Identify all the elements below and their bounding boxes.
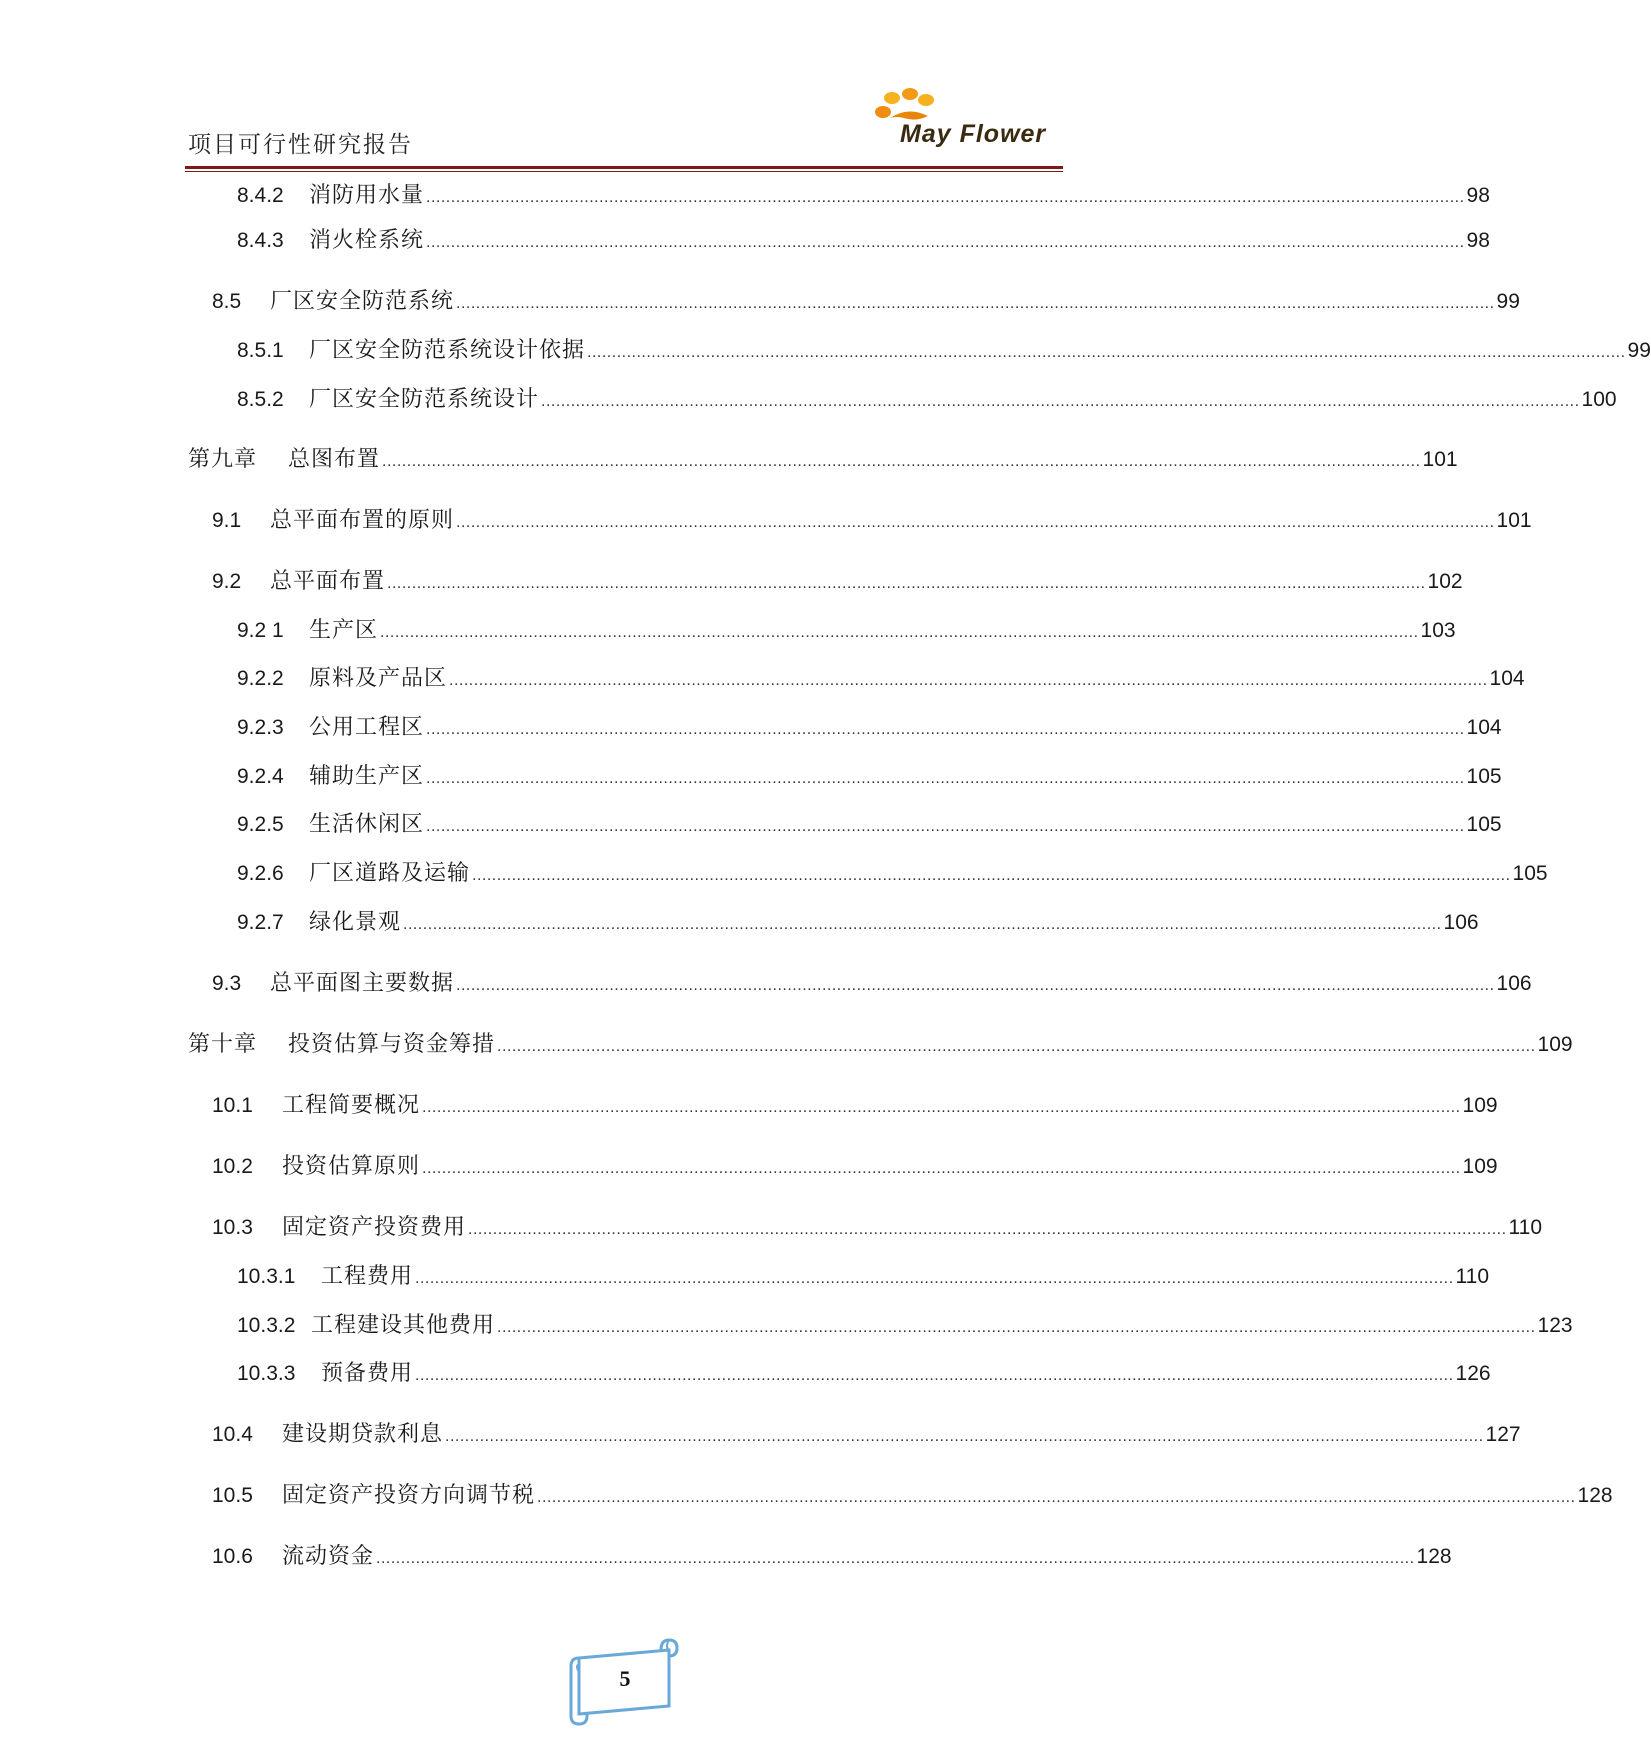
toc-title: 固定资产投资费用 bbox=[282, 1215, 467, 1240]
toc-leader: .................................................................................................................................................................................................................. bbox=[456, 295, 1495, 312]
toc-entry[interactable] bbox=[237, 664, 1525, 694]
toc-page: 98 bbox=[1466, 229, 1490, 252]
toc-entry[interactable] bbox=[237, 713, 1502, 743]
toc-entry[interactable] bbox=[237, 810, 1502, 840]
header-rule-thin bbox=[185, 171, 1063, 172]
toc-leader: .................................................................................................................................................................................................................. bbox=[472, 867, 1511, 884]
toc-number: 10.3.3 bbox=[237, 1362, 296, 1385]
toc-leader: .................................................................................................................................................................................................................. bbox=[387, 575, 1426, 592]
toc-leader: .................................................................................................................................................................................................................. bbox=[449, 672, 1488, 689]
toc-page: 128 bbox=[1416, 1545, 1452, 1568]
toc-number: 10.4 bbox=[212, 1423, 253, 1446]
toc-title: 辅助生产区 bbox=[309, 764, 425, 789]
toc-title: 总平面布置 bbox=[270, 569, 386, 594]
toc-entry[interactable] bbox=[212, 506, 1532, 536]
toc-entry[interactable] bbox=[212, 287, 1520, 317]
toc-entry[interactable] bbox=[212, 1420, 1521, 1450]
toc-leader: .................................................................................................................................................................................................................. bbox=[422, 1099, 1461, 1116]
toc-page: 100 bbox=[1581, 388, 1617, 411]
toc-page: 99 bbox=[1627, 339, 1651, 362]
toc-leader: .................................................................................................................................................................................................................. bbox=[426, 770, 1465, 787]
toc-number: 9.2.4 bbox=[237, 765, 284, 788]
toc-title: 总图布置 bbox=[288, 447, 381, 472]
toc-title: 流动资金 bbox=[282, 1544, 375, 1569]
toc-page: 109 bbox=[1537, 1033, 1573, 1056]
toc-entry[interactable] bbox=[237, 1262, 1490, 1292]
toc-entry[interactable] bbox=[188, 1030, 1573, 1060]
toc-leader: .................................................................................................................................................................................................................. bbox=[497, 1319, 1536, 1336]
toc-number: 9.2.3 bbox=[237, 716, 284, 739]
toc-page: 99 bbox=[1496, 290, 1520, 313]
toc-page: 109 bbox=[1462, 1094, 1498, 1117]
toc-leader: .................................................................................................................................................................................................................. bbox=[426, 818, 1465, 835]
toc-entry[interactable] bbox=[237, 859, 1548, 889]
toc-entry[interactable] bbox=[188, 445, 1458, 475]
toc-page: 103 bbox=[1420, 619, 1456, 642]
toc-entry[interactable] bbox=[237, 336, 1651, 366]
toc-leader: .................................................................................................................................................................................................................. bbox=[426, 189, 1465, 206]
toc-number: 10.3 bbox=[212, 1216, 253, 1239]
toc-number: 10.6 bbox=[212, 1545, 253, 1568]
logo-text: May Flower bbox=[900, 120, 1047, 148]
toc-entry[interactable] bbox=[237, 226, 1490, 256]
toc-number: 8.5 bbox=[212, 290, 242, 313]
toc-page: 106 bbox=[1443, 911, 1479, 934]
toc-title: 投资估算与资金筹措 bbox=[288, 1032, 496, 1057]
toc-title: 建设期贷款利息 bbox=[282, 1422, 444, 1447]
toc-entry[interactable] bbox=[212, 969, 1532, 999]
toc-entry[interactable] bbox=[237, 1311, 1573, 1341]
toc-page: 104 bbox=[1489, 667, 1525, 690]
toc-title: 工程简要概况 bbox=[282, 1093, 421, 1118]
toc-title: 厂区安全防范系统设计依据 bbox=[309, 338, 586, 363]
toc-title: 总平面图主要数据 bbox=[270, 971, 455, 996]
toc-number: 9.2.2 bbox=[237, 667, 284, 690]
toc-leader: .................................................................................................................................................................................................................. bbox=[422, 1160, 1461, 1177]
toc-leader: .................................................................................................................................................................................................................. bbox=[403, 916, 1442, 933]
toc-title: 生产区 bbox=[309, 618, 379, 643]
toc-title: 预备费用 bbox=[321, 1361, 414, 1386]
toc-number: 第十章 bbox=[188, 1032, 258, 1057]
toc-entry[interactable] bbox=[212, 1213, 1543, 1243]
toc-title: 消火栓系统 bbox=[309, 228, 425, 253]
toc-number: 9.2.7 bbox=[237, 911, 284, 934]
toc-page: 128 bbox=[1577, 1484, 1613, 1507]
toc-leader: .................................................................................................................................................................................................................. bbox=[497, 1038, 1536, 1055]
mayflower-logo bbox=[870, 88, 1070, 154]
toc-number: 10.3.1 bbox=[237, 1265, 296, 1288]
toc-leader: .................................................................................................................................................................................................................. bbox=[456, 514, 1495, 531]
toc-title: 厂区安全防范系统 bbox=[270, 289, 455, 314]
toc-number: 9.1 bbox=[212, 509, 242, 532]
toc-entry[interactable] bbox=[212, 1542, 1452, 1572]
toc-title: 厂区安全防范系统设计 bbox=[309, 387, 540, 412]
toc-entry[interactable] bbox=[237, 1359, 1491, 1389]
toc-page: 105 bbox=[1466, 813, 1502, 836]
toc-entry[interactable] bbox=[237, 762, 1502, 792]
toc-number: 10.3.2 bbox=[237, 1314, 296, 1337]
toc-entry[interactable] bbox=[212, 1481, 1613, 1511]
toc-number: 9.3 bbox=[212, 972, 242, 995]
toc-leader: .................................................................................................................................................................................................................. bbox=[541, 393, 1580, 410]
toc-entry[interactable] bbox=[212, 1091, 1498, 1121]
toc-leader: .................................................................................................................................................................................................................. bbox=[426, 721, 1465, 738]
toc-leader: .................................................................................................................................................................................................................. bbox=[415, 1367, 1454, 1384]
toc-leader: .................................................................................................................................................................................................................. bbox=[537, 1489, 1576, 1506]
toc-number: 第九章 bbox=[188, 447, 258, 472]
toc-page: 98 bbox=[1466, 184, 1490, 207]
toc-page: 110 bbox=[1508, 1216, 1543, 1239]
toc-page: 104 bbox=[1466, 716, 1502, 739]
toc-page: 110 bbox=[1455, 1265, 1490, 1288]
toc-number: 8.5.1 bbox=[237, 339, 284, 362]
toc-leader: .................................................................................................................................................................................................................. bbox=[415, 1270, 1454, 1287]
toc-number: 9.2 1 bbox=[237, 619, 284, 642]
toc-leader: .................................................................................................................................................................................................................. bbox=[445, 1428, 1484, 1445]
toc-number: 10.2 bbox=[212, 1155, 253, 1178]
toc-page: 123 bbox=[1537, 1314, 1573, 1337]
toc-number: 8.5.2 bbox=[237, 388, 284, 411]
toc-page: 105 bbox=[1512, 862, 1548, 885]
toc-title: 工程建设其他费用 bbox=[311, 1313, 496, 1338]
header-rule bbox=[185, 166, 1063, 169]
toc-title: 原料及产品区 bbox=[309, 666, 448, 691]
toc-entry[interactable] bbox=[212, 1152, 1498, 1182]
toc-page: 106 bbox=[1496, 972, 1532, 995]
toc-entry[interactable] bbox=[237, 181, 1490, 211]
toc-page: 101 bbox=[1422, 448, 1458, 471]
toc-page: 109 bbox=[1462, 1155, 1498, 1178]
toc-leader: .................................................................................................................................................................................................................. bbox=[376, 1550, 1415, 1567]
toc-entry[interactable] bbox=[237, 385, 1617, 415]
toc-entry[interactable] bbox=[237, 908, 1479, 938]
toc-title: 生活休闲区 bbox=[309, 812, 425, 837]
page-number: 5 bbox=[619, 1666, 631, 1691]
toc-title: 厂区道路及运输 bbox=[309, 861, 471, 886]
toc-page: 101 bbox=[1496, 509, 1532, 532]
toc-number: 10.1 bbox=[212, 1094, 253, 1117]
toc-number: 9.2.6 bbox=[237, 862, 284, 885]
toc-number: 8.4.2 bbox=[237, 184, 284, 207]
toc-leader: .................................................................................................................................................................................................................. bbox=[382, 453, 1421, 470]
toc-leader: .................................................................................................................................................................................................................. bbox=[380, 624, 1419, 641]
toc-page: 126 bbox=[1455, 1362, 1491, 1385]
toc-page: 127 bbox=[1485, 1423, 1521, 1446]
toc-number: 8.4.3 bbox=[237, 229, 284, 252]
toc-page: 105 bbox=[1466, 765, 1502, 788]
toc-title: 总平面布置的原则 bbox=[270, 508, 455, 533]
toc-title: 公用工程区 bbox=[309, 715, 425, 740]
toc-leader: .................................................................................................................................................................................................................. bbox=[456, 977, 1495, 994]
toc-title: 工程费用 bbox=[321, 1264, 414, 1289]
toc-title: 消防用水量 bbox=[309, 183, 425, 208]
toc-title: 绿化景观 bbox=[309, 910, 402, 935]
page-footer bbox=[565, 1636, 685, 1728]
toc-leader: .................................................................................................................................................................................................................. bbox=[468, 1221, 1507, 1238]
report-title: 项目可行性研究报告 bbox=[188, 132, 413, 158]
toc-page: 102 bbox=[1427, 570, 1463, 593]
toc-title: 投资估算原则 bbox=[282, 1154, 421, 1179]
toc-entry[interactable] bbox=[212, 567, 1463, 597]
toc-entry[interactable] bbox=[237, 616, 1456, 646]
toc-leader: .................................................................................................................................................................................................................. bbox=[587, 344, 1626, 361]
toc-title: 固定资产投资方向调节税 bbox=[282, 1483, 536, 1508]
toc-number: 9.2.5 bbox=[237, 813, 284, 836]
toc-number: 9.2 bbox=[212, 570, 242, 593]
toc-leader: .................................................................................................................................................................................................................. bbox=[426, 234, 1465, 251]
toc-number: 10.5 bbox=[212, 1484, 253, 1507]
